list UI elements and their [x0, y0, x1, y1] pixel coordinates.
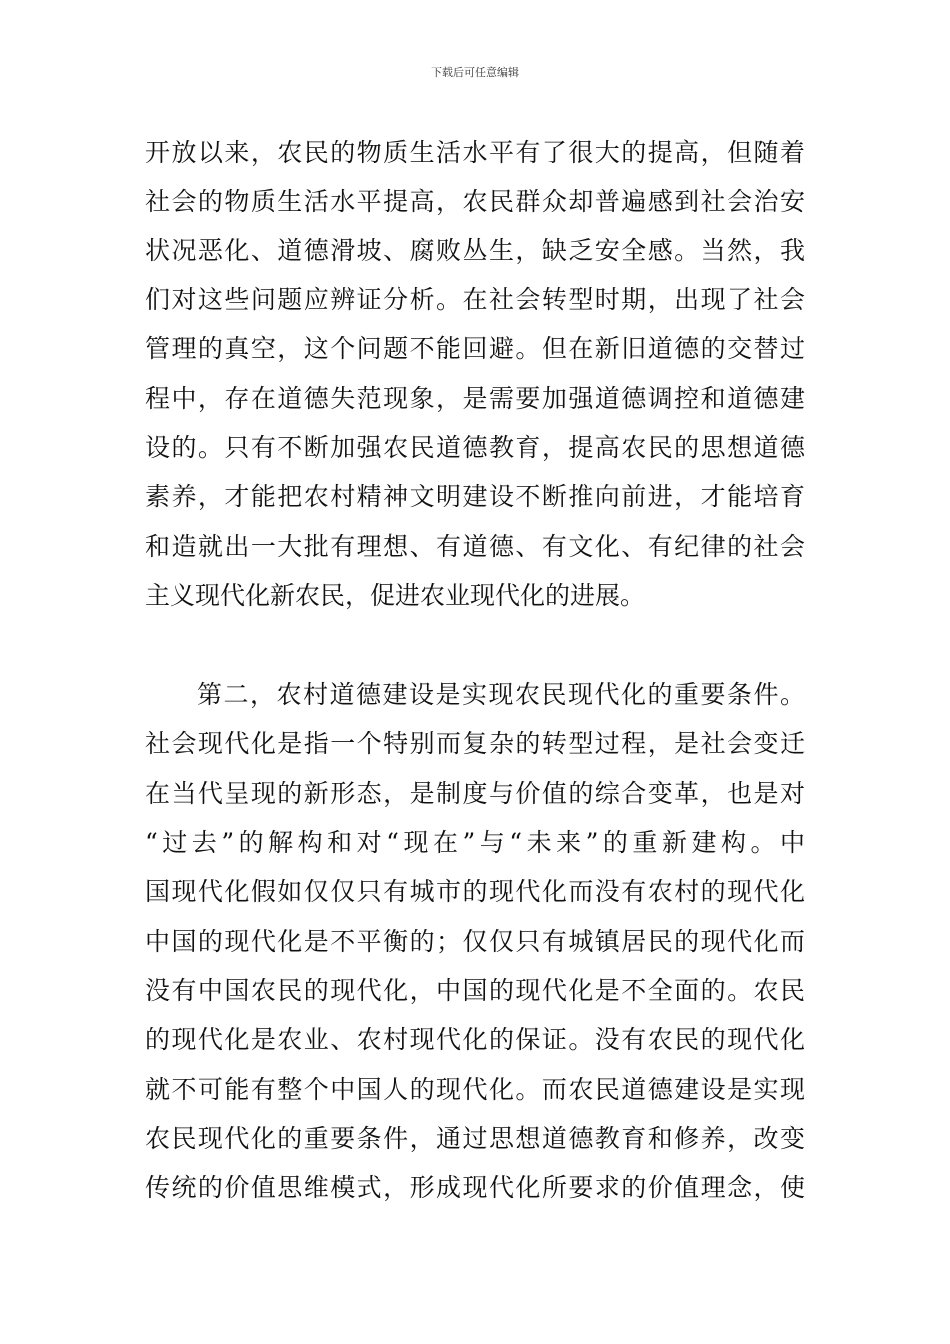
- text-line: 就不可能有整个中国人的现代化。而农民道德建设是实现: [145, 1075, 805, 1104]
- text-line: 设的。只有不断加强农民道德教育，提高农民的思想道德: [145, 433, 805, 462]
- text-line: 程中，存在道德失范现象，是需要加强道德调控和道德建: [145, 384, 805, 413]
- text-line: 农民现代化的重要条件，通过思想道德教育和修养，改变: [145, 1124, 805, 1153]
- text-line: 第二，农村道德建设是实现农民现代化的重要条件。: [197, 680, 805, 709]
- text-line: 们对这些问题应辨证分析。在社会转型时期，出现了社会: [145, 285, 805, 314]
- text-line: 的现代化是农业、农村现代化的保证。没有农民的现代化: [145, 1025, 805, 1054]
- text-line: 社会现代化是指一个特别而复杂的转型过程，是社会变迁: [145, 729, 805, 758]
- text-line: 状况恶化、道德滑坡、腐败丛生，缺乏安全感。当然，我: [145, 236, 805, 265]
- text-line: 和造就出一大批有理想、有道德、有文化、有纪律的社会: [145, 532, 805, 561]
- text-line: 中国的现代化是不平衡的；仅仅只有城镇居民的现代化而: [145, 927, 805, 956]
- text-line: 传统的价值思维模式，形成现代化所要求的价值理念，使: [145, 1173, 805, 1202]
- text-line: 素养，才能把农村精神文明建设不断推向前进，才能培育: [145, 482, 805, 511]
- text-line: 开放以来，农民的物质生活水平有了很大的提高，但随着: [145, 138, 805, 167]
- text-line: “过去”的解构和对“现在”与“未来”的重新建构。中: [145, 828, 805, 857]
- text-line: 管理的真空，这个问题不能回避。但在新旧道德的交替过: [145, 334, 805, 363]
- text-line: 国现代化假如仅仅只有城市的现代化而没有农村的现代化: [145, 877, 805, 906]
- text-line: 社会的物质生活水平提高，农民群众却普遍感到社会治安: [145, 187, 805, 216]
- text-line: 主义现代化新农民，促进农业现代化的进展。: [145, 581, 646, 610]
- text-line: 在当代呈现的新形态，是制度与价值的综合变革，也是对: [145, 779, 805, 808]
- text-line: 没有中国农民的现代化，中国的现代化是不全面的。农民: [145, 976, 805, 1005]
- page-header: 下载后可任意编辑: [431, 66, 519, 79]
